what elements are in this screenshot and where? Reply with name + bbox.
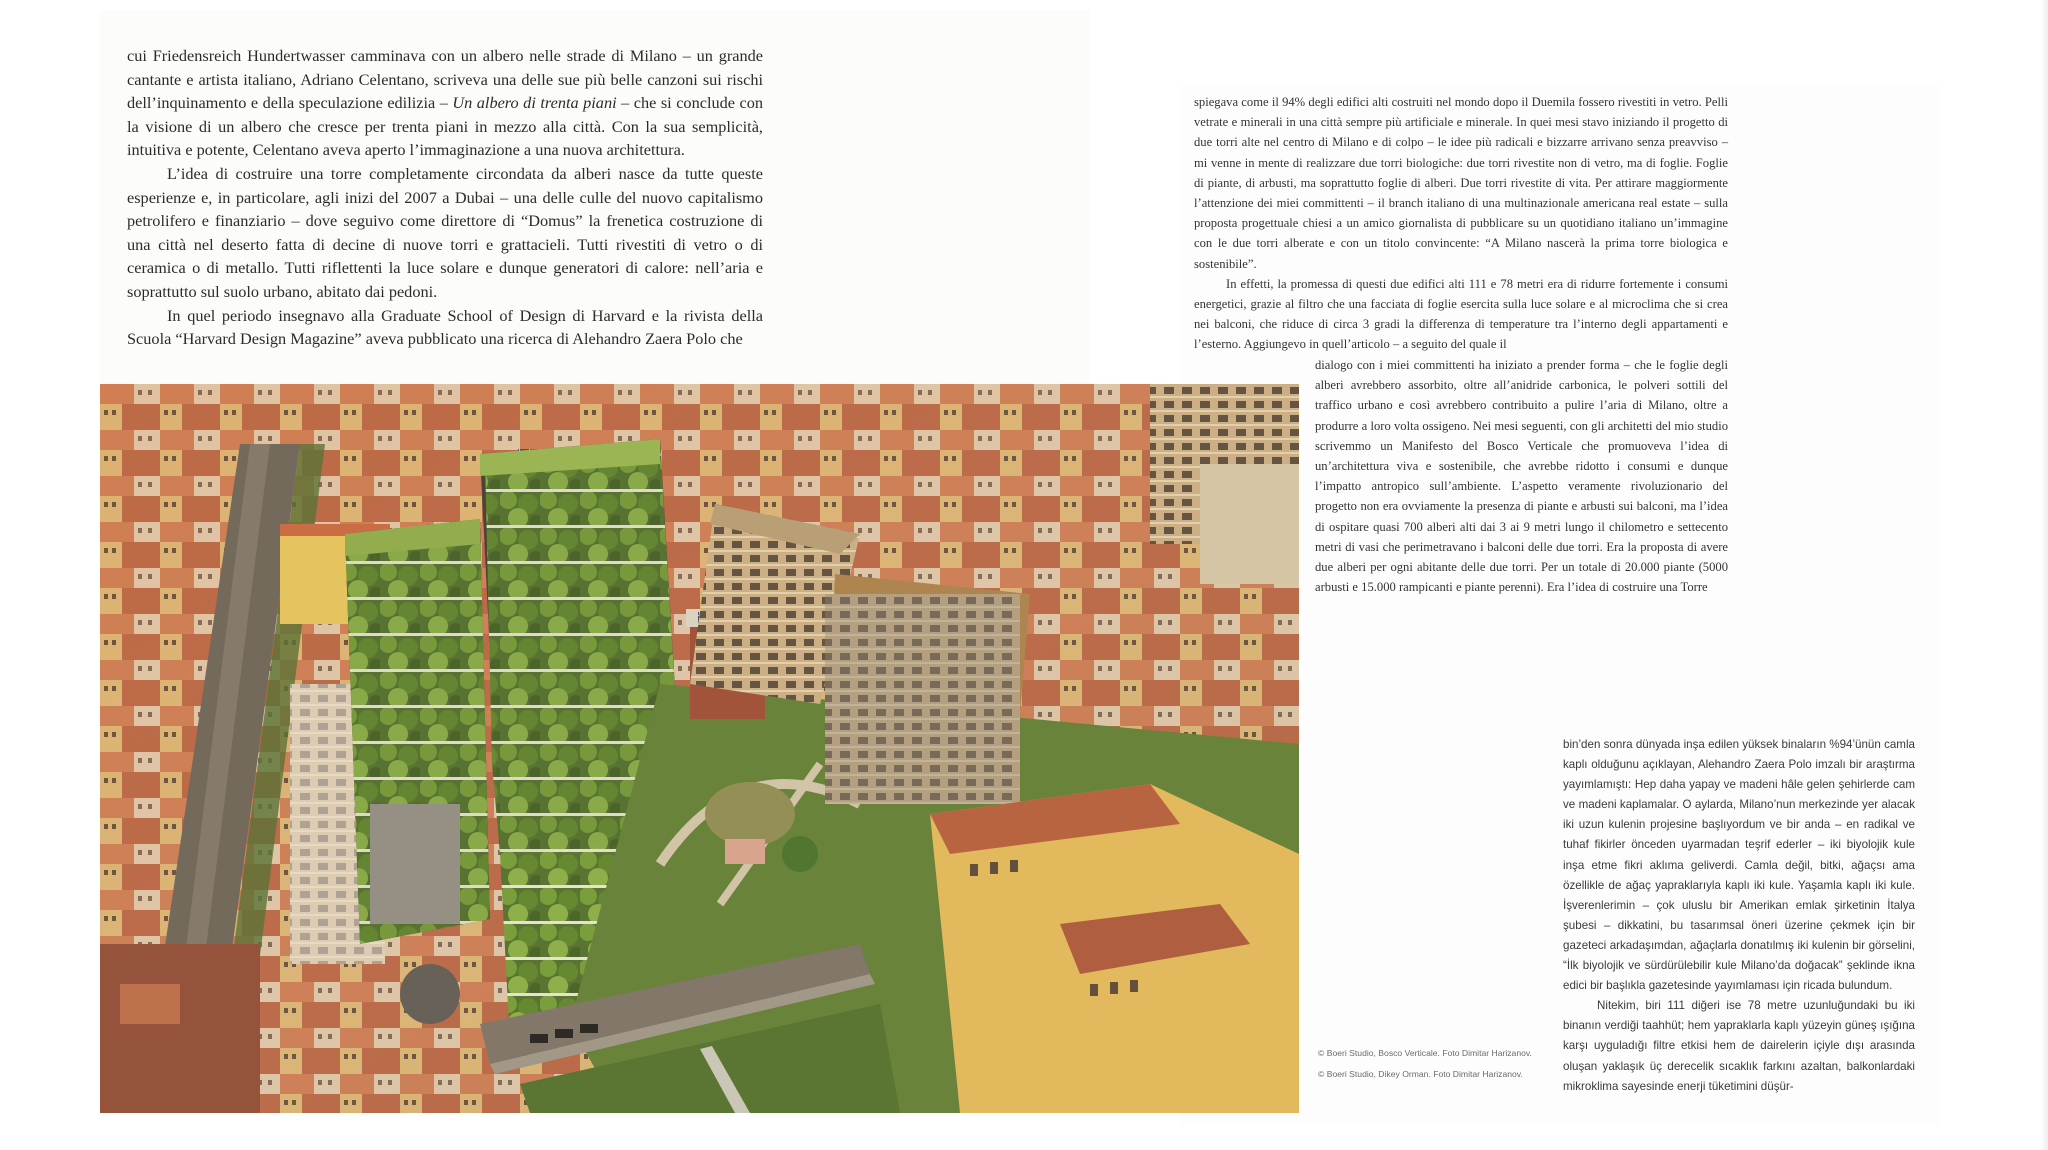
italian-text-column-right xyxy=(1194,92,1728,355)
paragraph-dubai: L’idea di costruire una torre completamente circondata da alberi nasce da tutte queste esperienze e, in particolare, agli inizi del 2007 a Dubai – una delle culle del nuovo capitalismo petrolifero e finanziario – dove seguivo come direttore di “Domus” la frenetica costruzione di una città nel deserto fatta di decine di nuove torri e grattacieli. Tutti rivestiti di vetro o di ceramica o di metallo. Tutti riflettenti la luce solare e dunque generatori di calore: nell’aria e soprattutto sul suolo urbano, abitato dai pedoni. xyxy=(127,163,763,301)
credit-italian: © Boeri Studio, Bosco Verticale. Foto Dimitar Harizanov. xyxy=(1318,1048,1532,1058)
paragraph-tr-glass: bin’den sonra dünyada inşa edilen yüksek binaların %94’ünün camla kaplı olduğunu açıklayan, Alehandro Zaera Polo imzalı bir araştırma yayımlamıştı: Hep daha yapay ve madeni hâle gelen şehirlerde cam ve madeni kaplamalar. O aylarda, Milano’nun merkezinde yer alacak iki uzun kulenin projesine başlıyordum ve bir anda – en radikal ve tuhaf fikirler önceden uyarmadan teşrif ederler – iki biyolojik kule inşa etme fikri aklıma geliverdi. Camla değil, bitki, ağaçsı ama özellikle de ağaç yapraklarıyla kaplı iki kule. Yaşamla kaplı iki kule. İşverenlerimin – çok uluslu bir Amerikan emlak şirketinin İtalya şubesi – dikkatini, bu tasarımsal öneri üzerine çekmek için bir gazeteci arkadaşımdan, ağaçlarla donatılmış iki kulenin bir görselini, “İlk biyolojik ve sürdürülebilir kule Milano’da doğacak” şeklinde ikna edici bir başlıkla gazetesinde yayımlaması için ricada bulundum. xyxy=(1563,738,1915,993)
page-edge-shadow xyxy=(2040,0,2048,1150)
paragraph-energy: In effetti, la promessa di questi due edifici alti 111 e 78 metri era di ridurre fortemente i consumi energetici, grazie al filtro che una facciata di foglie esercita sulla luce solare e al microclima che si crea nei balconi, che riduce di circa 3 gradi la differenza di temperature tra l’interno degli appartamenti e l’esterno. Aggiungevo in quell’articolo – a seguito del quale il xyxy=(1194,276,1728,352)
italian-text-column-left xyxy=(127,44,763,351)
song-title: Un albero di trenta piani xyxy=(452,93,617,113)
photo-credits xyxy=(1318,1047,1538,1088)
paragraph-glass-towers: spiegava come il 94% degli edifici alti costruiti nel mondo dopo il Duemila fossero rivestiti in vetro. Pelli vetrate e minerali in una città sempre più artificiale e minerale. In quei mesi stavo iniziando il progetto di due torri alte nel centro di Milano e di colpo – le idee più radicali e bizzarre arrivano senza preavviso – mi venne in mente di realizzare due torri biologiche: due torri rivestite non di vetro, ma di foglie. Foglie di piante, di arbusti, ma soprattutto foglie di alberi. Due torri rivestite di vita. Per attirare maggiormente l’attenzione dei miei committenti – il branch italiano di una multinazionale americana real estate – sulla proposta progettuale chiesi a un amico giornalista di pubblicare su un quotidiano italiano un’immagine con le due torri alberate e con un titolo convincente: “A Milano nascerà la prima torre biologica e sostenibile”. xyxy=(1194,95,1728,271)
aerial-photo-bosco-verticale xyxy=(100,384,1299,1113)
paragraph-harvard: In quel periodo insegnavo alla Graduate School of Design di Harvard e la rivista della Scuola “Harvard Design Magazine” aveva pubblicato una ricerca di Alehandro Zaera Polo che xyxy=(127,305,763,349)
paragraph-tr-energy: Nitekim, biri 111 diğeri ise 78 metre uzunluğundaki bu iki binanın verdiği taahhüt; hem yapraklarla kaplı yüzeyin güneş ışığına karşı uyguladığı filtre etkisi hem de dairelerin içiyle dışı arasında oluşan yaklaşık üç derecelik sıcaklık farkını azaltan, balkonlardaki mikroklima sayesinde enerji tüketimini düşür- xyxy=(1563,999,1915,1093)
italian-text-column-continuation xyxy=(1315,355,1728,597)
credit-turkish: © Boeri Studio, Dikey Orman. Foto Dimitar Harizanov. xyxy=(1318,1068,1523,1079)
turkish-text-column xyxy=(1563,735,1915,1097)
paragraph-celentano: cui Friedensreich Hundertwasser camminava con un albero nelle strade di Milano – un grande cantante e artista italiano, Adriano Celentano, scriveva una delle sue più belle canzoni sui rischi dell’inquinamento e della speculazione edilizia – Un albero di trenta piani – che si conclude con la visione di un albero che cresce per trenta piani in mezzo alla città. Con la sua semplicità, intuitiva e potente, Celentano aveva aperto l’immaginazione a una nuova architettura. xyxy=(127,46,763,160)
paragraph-manifesto: dialogo con i miei committenti ha iniziato a prender forma – che le foglie degli alberi avrebbero assorbito, oltre all’anidride carbonica, le polveri sottili del traffico urbano e così avrebbero contribuito a pulire l’aria di Milano, oltre a produrre a loro volta ossigeno. Nei mesi seguenti, con gli architetti del mio studio scrivemmo un Manifesto del Bosco Verticale che promuoveva l’idea di un’architettura viva e sostenibile, che avrebbe ridotto i consumi e dunque l’impatto antropico sull’ambiente. L’aspetto veramente rivoluzionario del progetto non era ovviamente la presenza di piante e arbusti sui balconi, ma l’idea di ospitare quasi 700 alberi alti dai 3 ai 9 metri lungo il chilometro e settecento metri di vasi che perimetravano i balconi delle due torri. Era la proposta di avere due alberi per ogni abitante delle due torri. Per un totale di 20.000 piante (5000 arbusti e 15.000 rampicanti e piante perenni). Era l’idea di costruire una Torre xyxy=(1315,358,1728,595)
